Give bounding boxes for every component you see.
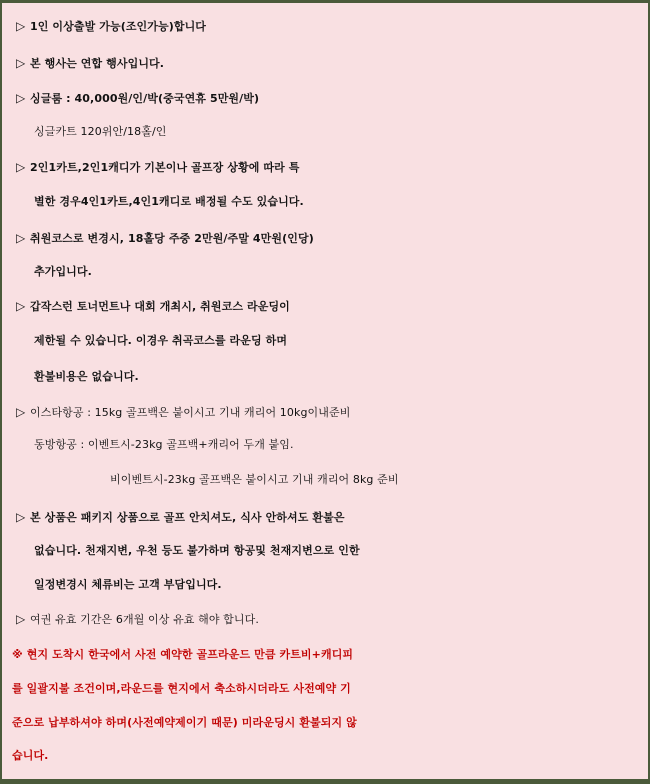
notice-line bbox=[16, 16, 646, 37]
line-text: 여권 유효 기간은 6개월 이상 유효 해야 합니다. bbox=[30, 613, 259, 626]
line-text: 싱글룸 : 40,000원/인/박(중국연휴 5만원/박) bbox=[30, 92, 260, 105]
bullet-icon: ▷ bbox=[16, 510, 26, 524]
line-text: 별한 경우4인1카트,4인1캐디로 배정될 수도 있습니다. bbox=[34, 195, 304, 208]
bullet-icon: ▷ bbox=[16, 19, 26, 33]
notice-line bbox=[34, 192, 646, 212]
line-text: 를 일괄지불 조건이며,라운드를 현지에서 축소하시더라도 사전예약 기 bbox=[12, 682, 351, 695]
notice-line bbox=[34, 367, 646, 387]
bullet-icon: ▷ bbox=[16, 160, 26, 174]
notice-line bbox=[12, 679, 646, 699]
notice-line bbox=[34, 541, 646, 561]
bullet-icon: ▷ bbox=[16, 56, 26, 70]
bullet-icon: ▷ bbox=[16, 405, 26, 419]
line-text: 추가입니다. bbox=[34, 265, 92, 278]
line-text: 준으로 납부하셔야 하며(사전예약제이기 때문) 미라운딩시 환불되지 않 bbox=[12, 716, 357, 729]
notice-line bbox=[34, 435, 646, 455]
notice-line bbox=[16, 88, 646, 109]
notice-line bbox=[16, 507, 646, 528]
line-text: 취원코스로 변경시, 18홀당 주중 2만원/주말 4만원(인당) bbox=[30, 232, 314, 245]
line-text: 본 행사는 연합 행사입니다. bbox=[30, 57, 165, 70]
bullet-icon: ▷ bbox=[16, 612, 26, 626]
line-text: 본 상품은 패키지 상품으로 골프 안치셔도, 식사 안하셔도 환불은 bbox=[30, 511, 345, 524]
notice-line bbox=[34, 331, 646, 351]
notice-line bbox=[16, 53, 646, 74]
notice-line bbox=[16, 228, 646, 249]
line-text: 비이벤트시-23kg 골프백은 붙이시고 기내 캐리어 8kg 준비 bbox=[110, 473, 399, 486]
notice-line bbox=[12, 645, 646, 665]
bullet-icon: ▷ bbox=[16, 231, 26, 245]
bullet-icon: ▷ bbox=[16, 299, 26, 313]
line-text: 이스타항공 : 15kg 골프백은 붙이시고 기내 캐리어 10kg이내준비 bbox=[30, 406, 351, 419]
notice-line bbox=[12, 713, 646, 733]
line-text: 일정변경시 체류비는 고객 부담입니다. bbox=[34, 578, 222, 591]
line-text: ※ 현지 도착시 한국에서 사전 예약한 골프라운드 만큼 카트비+캐디피 bbox=[12, 648, 354, 661]
notice-line bbox=[16, 402, 646, 423]
notice-line bbox=[12, 746, 646, 766]
notice-line bbox=[110, 470, 646, 490]
notice-line bbox=[34, 262, 646, 282]
notice-line bbox=[16, 296, 646, 317]
notice-line bbox=[34, 575, 646, 595]
line-text: 동방항공 : 이벤트시-23kg 골프백+캐리어 두개 붙임. bbox=[34, 438, 294, 451]
bullet-icon: ▷ bbox=[16, 91, 26, 105]
line-text: 갑작스런 토너먼트나 대회 개최시, 취원코스 라운딩이 bbox=[30, 300, 290, 313]
notice-line bbox=[16, 609, 646, 630]
line-text: 환불비용은 없습니다. bbox=[34, 370, 139, 383]
line-text: 없습니다. 천재지변, 우천 등도 불가하며 항공및 천재지변으로 인한 bbox=[34, 544, 360, 557]
line-text: 2인1카트,2인1캐디가 기본이나 골프장 상황에 따라 특 bbox=[30, 161, 300, 174]
line-text: 습니다. bbox=[12, 749, 49, 762]
notice-line bbox=[34, 122, 646, 142]
line-text: 제한될 수 있습니다. 이경우 취곡코스를 라운딩 하며 bbox=[34, 334, 288, 347]
notice-line bbox=[16, 157, 646, 178]
line-text: 싱글카트 120위안/18홀/인 bbox=[34, 125, 167, 138]
line-text: 1인 이상출발 가능(조인가능)합니다 bbox=[30, 20, 207, 33]
